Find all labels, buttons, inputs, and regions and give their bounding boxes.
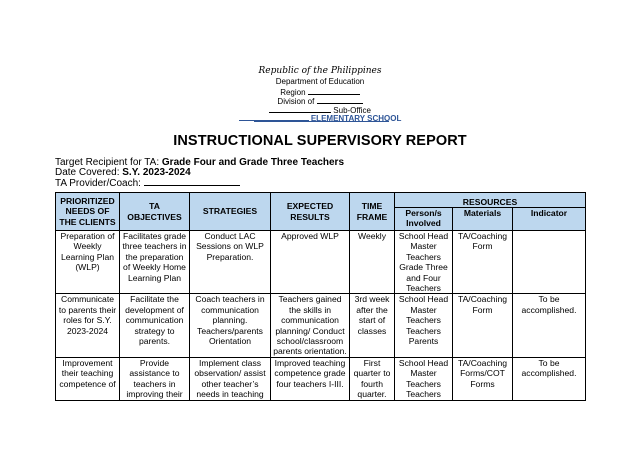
school-underline — [254, 121, 389, 122]
header-objectives: TA OBJECTIVES — [120, 193, 190, 231]
target-label: Target Recipient for TA: — [55, 157, 162, 168]
cell-persons: School Head Master Teachers Teachers Parents — [395, 294, 453, 357]
cell-materials: TA/Coaching Form — [453, 294, 513, 357]
suboffice-label: Sub-Office — [333, 106, 371, 115]
header-timeframe: TIME FRAME — [350, 193, 395, 231]
cell-needs: Improvement their teaching competence of — [56, 357, 120, 400]
table-row — [56, 357, 586, 400]
provider-blank — [144, 177, 240, 186]
ta-provider — [55, 177, 240, 189]
cell-results: Approved WLP — [271, 231, 350, 294]
region-blank — [308, 86, 360, 95]
header-strategies: STRATEGIES — [190, 193, 271, 231]
cell-timeframe: First quarter to fourth quarter. — [350, 357, 395, 400]
cell-materials: TA/Coaching Form — [453, 231, 513, 294]
cell-materials: TA/Coaching Forms/COT Forms — [453, 357, 513, 400]
cell-objectives: Facilitate the development of communication strategy to parents. — [120, 294, 190, 357]
cell-objectives: Provide assistance to teachers in improving their — [120, 357, 190, 400]
region-label: Region — [280, 88, 306, 97]
target-value: Grade Four and Grade Three Teachers — [161, 157, 345, 168]
republic-label: Republic of the Philippines — [258, 66, 382, 76]
supervisory-table — [55, 192, 586, 401]
school-blank — [239, 112, 309, 121]
table-row — [56, 231, 586, 294]
cell-objectives: Facilitates grade three teachers in the preparation of Weekly Home Learning Plan — [120, 231, 190, 294]
cell-results: Improved teaching competence grade four teachers I-III. — [271, 357, 350, 400]
cell-indicator: To be accomplished. — [513, 294, 586, 357]
cell-strategies: Conduct LAC Sessions on WLP Preparation. — [190, 231, 271, 294]
date-label: Date Covered: — [55, 167, 123, 178]
cell-persons: School Head Master Teachers Grade Three and Four Teachers — [395, 231, 453, 294]
cell-indicator — [513, 231, 586, 294]
cell-results: Teachers gained the skills in communication planning/ Conduct school/classroom parents orientation. — [271, 294, 350, 357]
cell-needs: Preparation of Weekly Learning Plan (WLP) — [56, 231, 120, 294]
header-needs: PRIORITIZED NEEDS OF THE CLIENTS — [56, 193, 120, 231]
department-label: Department of Education — [275, 77, 365, 86]
cell-indicator: To be accomplished. — [513, 357, 586, 400]
header-resources: RESOURCES — [395, 193, 586, 208]
header-materials: Materials — [453, 208, 513, 231]
cell-strategies: Coach teachers in communication planning. Teachers/parents Orientation — [190, 294, 271, 357]
cell-timeframe: 3rd week after the start of classes — [350, 294, 395, 357]
header-indicator: Indicator — [513, 208, 586, 231]
school-line — [0, 112, 640, 124]
school-label: ELEMENTARY SCHOOL — [310, 114, 402, 123]
header-results: EXPECTED RESULTS — [271, 193, 350, 231]
cell-strategies: Implement class observation/ assist other teacher’s needs in teaching — [190, 357, 271, 400]
header-persons: Person/s Involved — [395, 208, 453, 231]
cell-timeframe: Weekly — [350, 231, 395, 294]
division-label: Division of — [277, 97, 315, 106]
provider-label: TA Provider/Coach: — [55, 178, 141, 189]
page-title: INSTRUCTIONAL SUPERVISORY REPORT — [173, 133, 467, 149]
table-row — [56, 294, 586, 357]
cell-persons: School Head Master Teachers Teachers — [395, 357, 453, 400]
date-value: S.Y. 2023-2024 — [122, 167, 191, 178]
division-blank — [317, 95, 363, 104]
cell-needs: Communicate to parents their roles for S.Y. 2023-2024 — [56, 294, 120, 357]
